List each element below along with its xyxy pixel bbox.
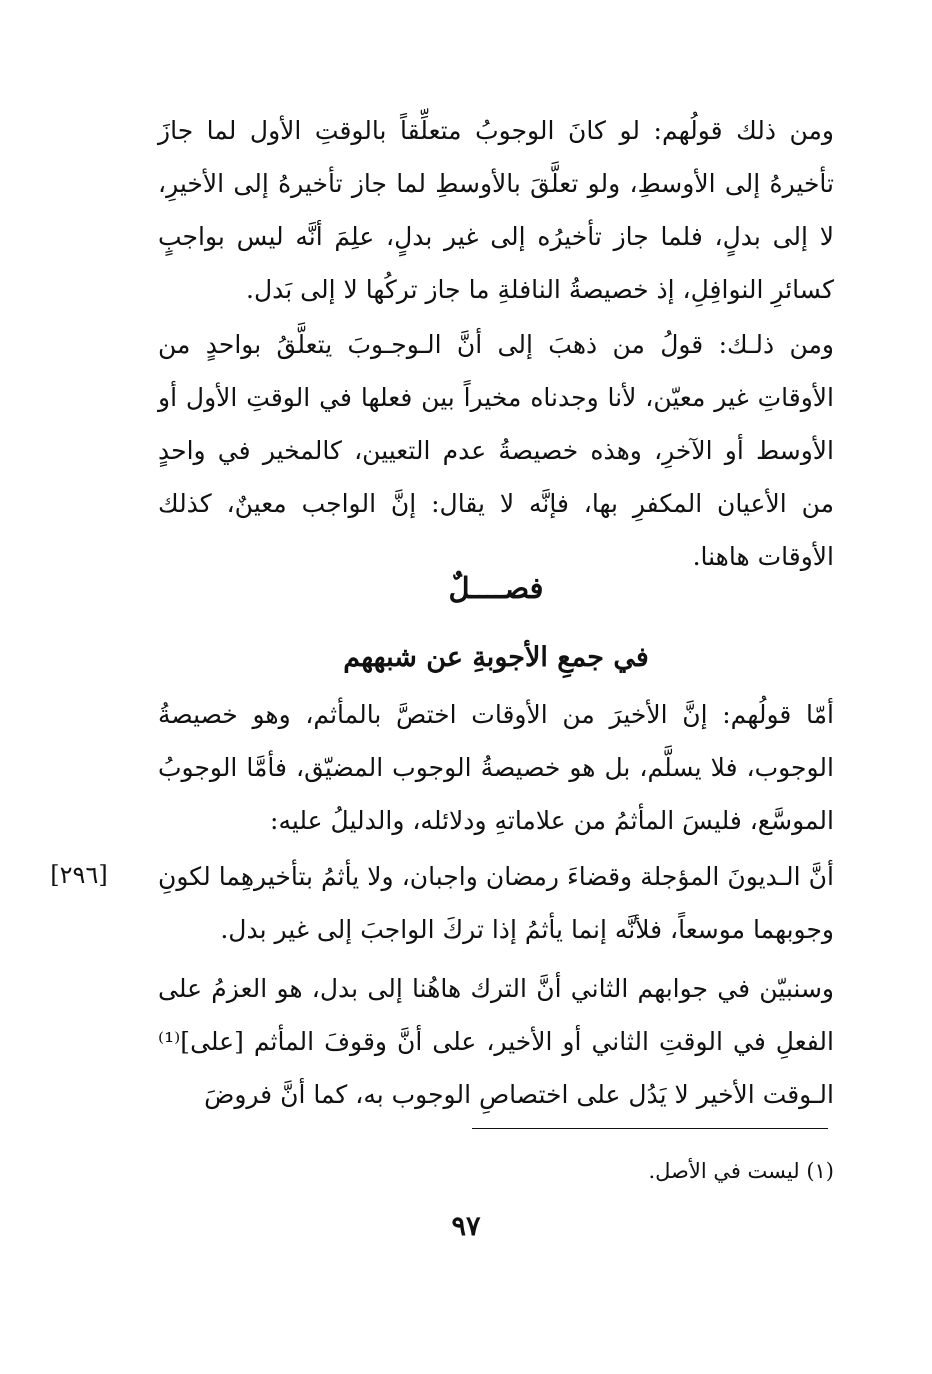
paragraph-2: ومن ذلـك: قولُ من ذهبَ إلى أنَّ الـوجـوبَ يتعلَّقُ بواحدٍ من الأوقاتِ غير معيّن، لأنا وجدناه مخيراً بين فعلها في الوقتِ الأول أو الأوسط أو الآخرِ، وهذه خصيصةُ عدم التعيين، كالمخير في واحدٍ من الأعيان المكفرِ بها، فإنَّه لا يقال: إنَّ الواجب معينٌ، كذلك الأوقات هاهنا.	[158, 330, 834, 571]
paragraph-3: أمّا قولُهم: إنَّ الأخيرَ من الأوقات اختصَّ بالمأثم، وهو خصيصةُ الوجوب، فلا يسلَّم، بل هو خصيصةُ الوجوب المضيّق، فأمَّا الوجوبُ الموسَّع، فليسَ المأثمُ من علاماتهِ ودلائله، والدليلُ عليه:	[158, 700, 834, 835]
footnote-divider	[472, 1128, 828, 1129]
paragraph-5: وسنبيّن في جوابهم الثاني أنَّ الترك هاهُنا إلى بدل، هو العزمُ على الفعلِ في الوقتِ الثاني أو الأخير، على أنَّ وقوفَ المأثم [على]⁽¹⁾ الـوقت الأخير لا يَدُل على اختصاصِ الوجوب به، كما أنَّ فروضَ	[158, 974, 834, 1109]
paragraph-1: ومن ذلك قولُهم: لو كانَ الوجوبُ متعلِّقاً بالوقتِ الأول لما جازَ تأخيرهُ إلى الأوسطِ، ولو تعلَّقَ بالأوسطِ لما جاز تأخيرهُ إلى الأخيرِ، لا إلى بدلٍ، فلما جاز تأخيرُه إلى غير بدلٍ، علِمَ أنَّه ليس بواجبٍ كسائرِ النوافِلِ، إذ خصيصةُ النافلةِ ما جاز تركُها لا إلى بَدل.	[158, 116, 834, 304]
footnote: (١) ليست في الأصل.	[648, 1159, 834, 1183]
margin-reference: [٢٩٦]	[50, 861, 108, 889]
section-title: فصــــلٌ	[448, 571, 544, 605]
page-number: ٩٧	[451, 1211, 481, 1242]
section-subtitle: في جمعِ الأجوبةِ عن شبههم	[343, 642, 649, 673]
paragraph-4: أنَّ الـديونَ المؤجلة وقضاءَ رمضان واجبان، ولا يأثمُ بتأخيرهِما لكونِ وجوبهما موسعاً، فلأنَّه إنما يأثمُ إذا تركَ الواجبَ إلى غير بدل.	[158, 862, 834, 944]
